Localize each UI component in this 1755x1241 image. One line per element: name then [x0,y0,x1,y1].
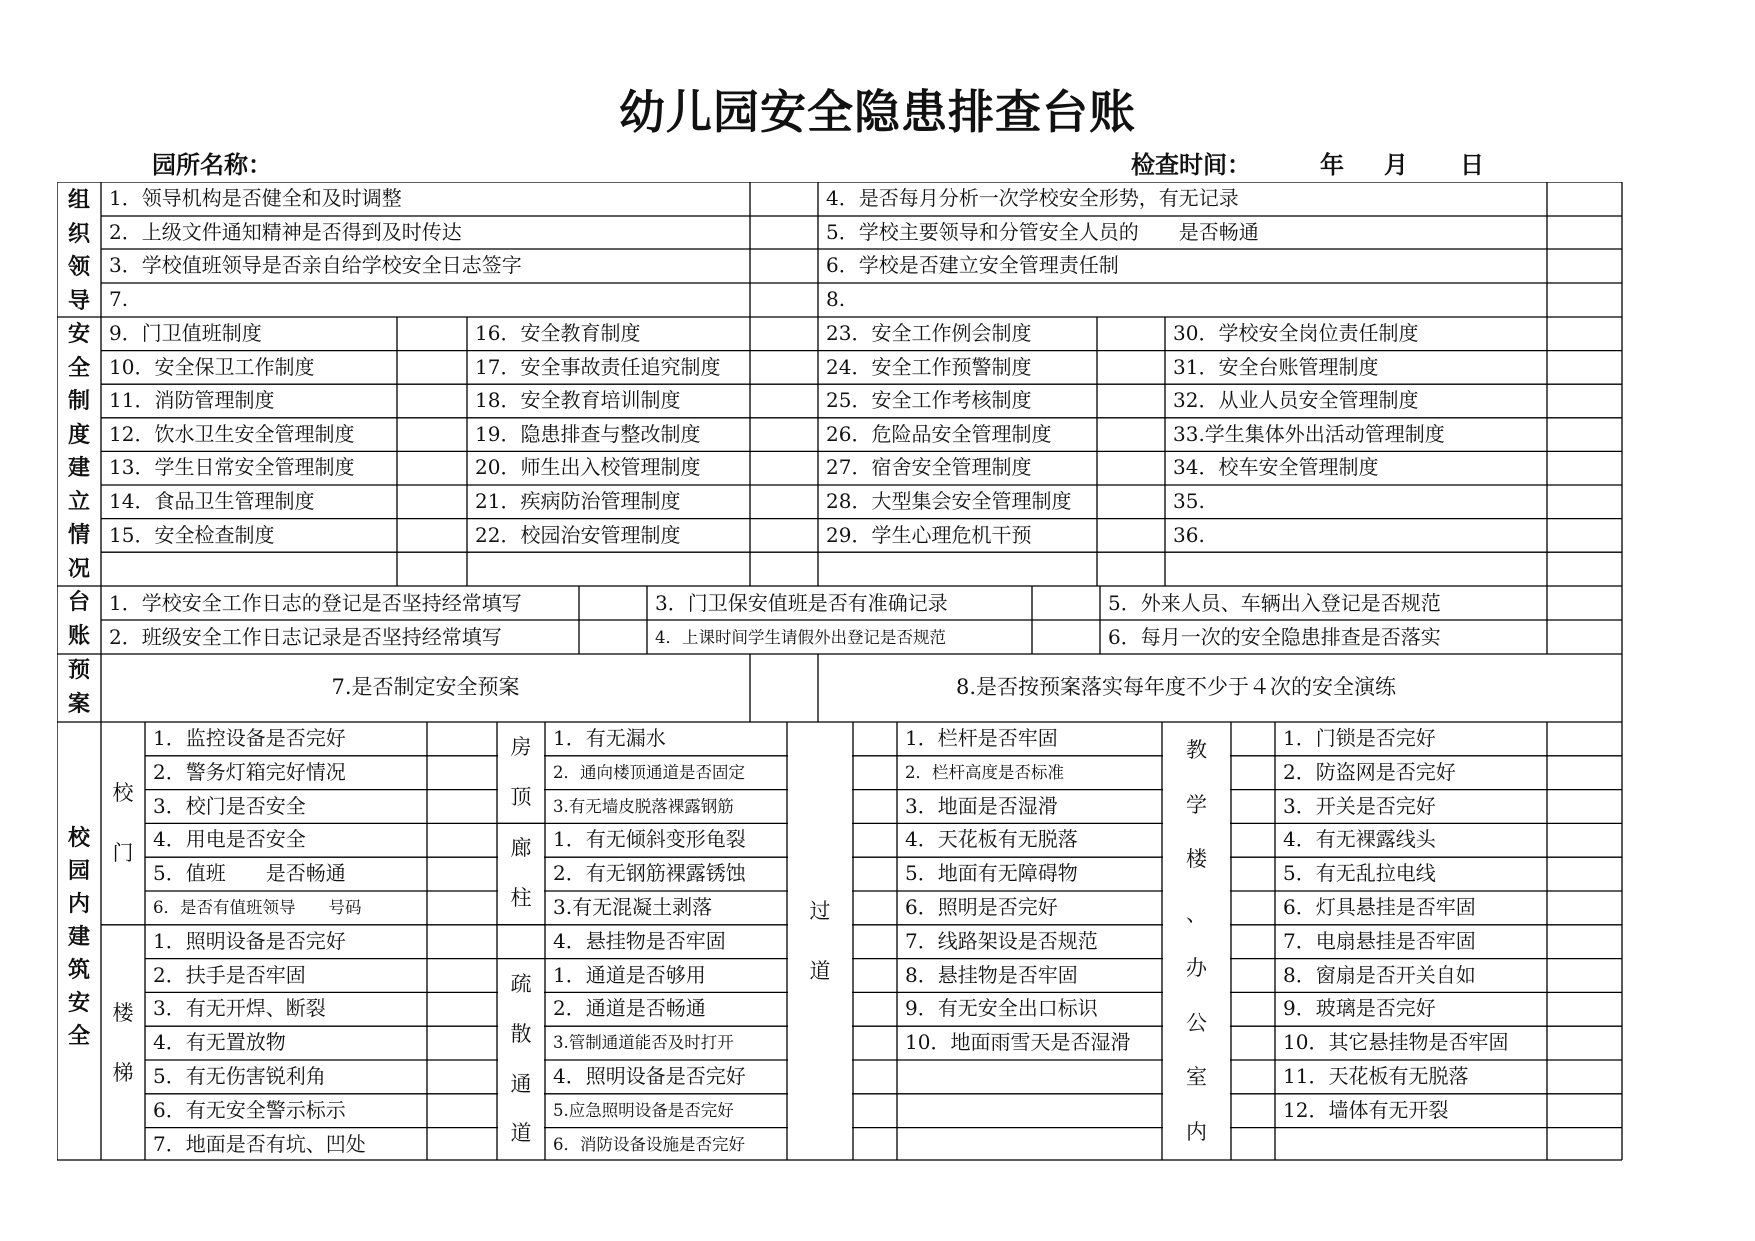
gate-item: 5．值班 是否畅通 [153,861,346,886]
category-char: 立 [67,489,90,515]
teach-item: 4．有无裸露线头 [1283,827,1436,852]
category-building-safety [57,737,101,1137]
category-char: 度 [67,422,90,448]
gate-item: 2．警务灯箱完好情况 [153,759,346,784]
gate-item: 6．是否有值班领导 号码 [153,898,362,917]
system-item: 27．宿舍安全管理制度 [826,455,1032,480]
system-item: 20．师生出入校管理制度 [475,455,701,480]
inspection-date-label: 检查时间： [1131,151,1251,179]
org-item: 7. [109,287,129,312]
evac-item: 3.管制通道能否及时打开 [553,1033,734,1053]
system-item: 11．消防管理制度 [109,388,275,413]
system-item: 28．大型集会安全管理制度 [826,489,1072,513]
org-item: 3．学校值班领导是否亲自给学校安全日志签字 [109,253,522,278]
evac-item: 1．通道是否够用 [553,962,706,987]
category-char: 账 [67,623,90,649]
category-char: 全 [67,1023,90,1049]
org-item: 1．领导机构是否健全和及时调整 [109,186,402,210]
ledger-item: 4．上课时间学生请假外出登记是否规范 [655,628,946,647]
system-item: 15．安全检查制度 [109,522,275,547]
system-item: 35. [1173,489,1205,513]
pillar-item: 2．有无钢筋裸露锈蚀 [553,861,746,886]
corridor-item: 9．有无安全出口标识 [905,996,1098,1021]
category-char: 建 [67,456,90,481]
stairs-item: 1．照明设备是否完好 [153,928,346,953]
system-item: 31．安全台账管理制度 [1173,354,1379,379]
category-char: 领 [67,255,90,280]
org-item: 5．学校主要领导和分管安全人员的 是否畅通 [826,219,1259,244]
teach-item: 8．窗扇是否开关自如 [1283,962,1476,987]
evac-item: 6．消防设备设施是否完好 [553,1134,745,1154]
category-char: 安 [67,322,90,347]
evac-item: 5.应急照明设备是否完好 [553,1100,734,1120]
org-item: 2．上级文件通知精神是否得到及时传达 [109,219,462,244]
stairs-item: 2．扶手是否牢固 [153,962,306,987]
pillar-item: 4．悬挂物是否牢固 [553,928,726,953]
category-char: 台 [67,590,90,615]
sub-stairs-label: 楼 梯 [102,926,144,1160]
month-label: 月 [1384,151,1408,179]
stairs-item: 5．有无伤害锐利角 [153,1064,326,1088]
sub-evac-label: 疏 散 通 道 [498,960,544,1160]
category-char: 内 [67,891,90,917]
system-item: 17．安全事故责任追究制度 [475,354,721,379]
gate-item: 4．用电是否安全 [153,827,306,852]
category-char: 全 [67,355,90,381]
category-char: 情 [67,523,90,548]
system-item: 22．校园治安管理制度 [475,522,681,547]
org-item: 6．学校是否建立安全管理责任制 [826,253,1119,278]
system-item: 12．饮水卫生安全管理制度 [109,421,355,446]
system-item: 21．疾病防治管理制度 [475,489,681,513]
pillar-item: 1．有无倾斜变形龟裂 [553,827,746,852]
corridor-item: 4．天花板有无脱落 [905,827,1078,852]
corridor-item: 8．悬挂物是否牢固 [905,962,1078,987]
teach-item: 11．天花板有无脱落 [1283,1064,1469,1088]
system-item: 16．安全教育制度 [475,321,641,345]
teach-item: 1．门锁是否完好 [1283,726,1436,750]
category-char: 校 [67,825,90,851]
stairs-item: 4．有无置放物 [153,1030,286,1055]
ledger-item: 5．外来人员、车辆出入登记是否规范 [1108,591,1441,615]
org-item: 8. [826,287,846,312]
sub-corridor-label: 过 道 [788,723,852,1159]
category-char: 预 [67,658,90,683]
category-char: 制 [67,389,90,414]
category-char: 况 [67,556,90,582]
category-char: 织 [67,221,90,247]
year-label: 年 [1320,151,1344,179]
category-char: 安 [67,990,90,1016]
corridor-item: 1．栏杆是否牢固 [905,726,1058,750]
sub-pillar-label: 廊 柱 [498,824,544,923]
teach-item: 12．墙体有无开裂 [1283,1097,1449,1122]
page-title: 幼儿园安全隐患排查台账 [619,85,1136,139]
day-label: 日 [1460,151,1484,179]
system-item: 36. [1173,522,1205,547]
system-item: 33.学生集体外出活动管理制度 [1173,421,1445,446]
category-char: 导 [67,288,90,314]
system-item: 9．门卫值班制度 [109,321,262,345]
stairs-item: 6．有无安全警示标示 [153,1097,346,1122]
school-name-label: 园所名称： [152,151,272,179]
system-item: 14．食品卫生管理制度 [109,489,315,513]
system-item: 18．安全教育培训制度 [475,388,681,413]
system-item: 24．安全工作预警制度 [826,354,1032,379]
teach-item: 10．其它悬挂物是否牢固 [1283,1030,1509,1055]
corridor-item: 2．栏杆高度是否标准 [905,762,1064,782]
roof-item: 2．通向楼顶通道是否固定 [553,762,745,782]
sub-teach-label: 教 学 楼 、 办 公 室 内 [1163,723,1230,1159]
category-char: 建 [67,924,90,950]
corridor-item: 3．地面是否湿滑 [905,793,1058,818]
system-item: 34．校车安全管理制度 [1173,455,1379,480]
teach-item: 5．有无乱拉电线 [1283,861,1436,886]
category-ledger [57,586,101,653]
system-item: 13．学生日常安全管理制度 [109,455,355,480]
teach-item: 2．防盗网是否完好 [1283,759,1456,784]
ledger-item: 3．门卫保安值班是否有准确记录 [655,591,948,615]
teach-item: 6．灯具悬挂是否牢固 [1283,895,1476,919]
system-item: 10．安全保卫工作制度 [109,354,315,379]
category-plan [57,654,101,721]
ledger-item: 6．每月一次的安全隐患排查是否落实 [1108,625,1441,649]
category-org-leadership [57,184,101,318]
pillar-item: 3.有无混凝土剥落 [553,895,713,919]
corridor-item: 6．照明是否完好 [905,895,1058,919]
category-char: 筑 [67,957,90,983]
system-item: 30．学校安全岗位责任制度 [1173,321,1419,345]
gate-item: 3．校门是否安全 [153,793,306,818]
system-item: 26．危险品安全管理制度 [826,421,1052,446]
system-item: 19．隐患排查与整改制度 [475,421,701,446]
evac-item: 4．照明设备是否完好 [553,1064,746,1088]
teach-item: 7．电扇悬挂是否牢固 [1283,928,1476,953]
system-item: 29．学生心理危机干预 [826,522,1032,547]
category-safety-system [57,317,101,587]
corridor-item: 5．地面有无障碍物 [905,861,1078,886]
plan-item-8: 8.是否按预案落实每年度不少于４次的安全演练 [955,675,1397,699]
sub-gate-label: 校 门 [102,723,144,924]
stairs-item: 3．有无开焊、断裂 [153,996,326,1021]
corridor-item: 10．地面雨雪天是否湿滑 [905,1030,1131,1055]
ledger-item: 2．班级安全工作日志记录是否坚持经常填写 [109,625,502,649]
teach-item: 3．开关是否完好 [1283,793,1436,818]
system-item: 32．从业人员安全管理制度 [1173,388,1419,413]
teach-item: 9．玻璃是否完好 [1283,996,1436,1021]
sub-roof-label: 房 顶 [498,723,544,822]
system-item: 25．安全工作考核制度 [826,388,1032,413]
ledger-item: 1．学校安全工作日志的登记是否坚持经常填写 [109,591,522,615]
roof-item: 3.有无墙皮脱落裸露钢筋 [553,796,734,816]
corridor-item: 7．线路架设是否规范 [905,928,1098,953]
category-char: 案 [67,691,90,717]
roof-item: 1．有无漏水 [553,726,666,750]
plan-item-7: 7.是否制定安全预案 [331,675,520,699]
category-char: 园 [67,858,90,884]
stairs-item: 7．地面是否有坑、凹处 [153,1131,366,1156]
gate-item: 1．监控设备是否完好 [153,726,346,750]
org-item: 4．是否每月分析一次学校安全形势，有无记录 [826,186,1239,210]
evac-item: 2．通道是否畅通 [553,996,706,1021]
category-char: 组 [67,188,90,213]
system-item: 23．安全工作例会制度 [826,321,1032,345]
